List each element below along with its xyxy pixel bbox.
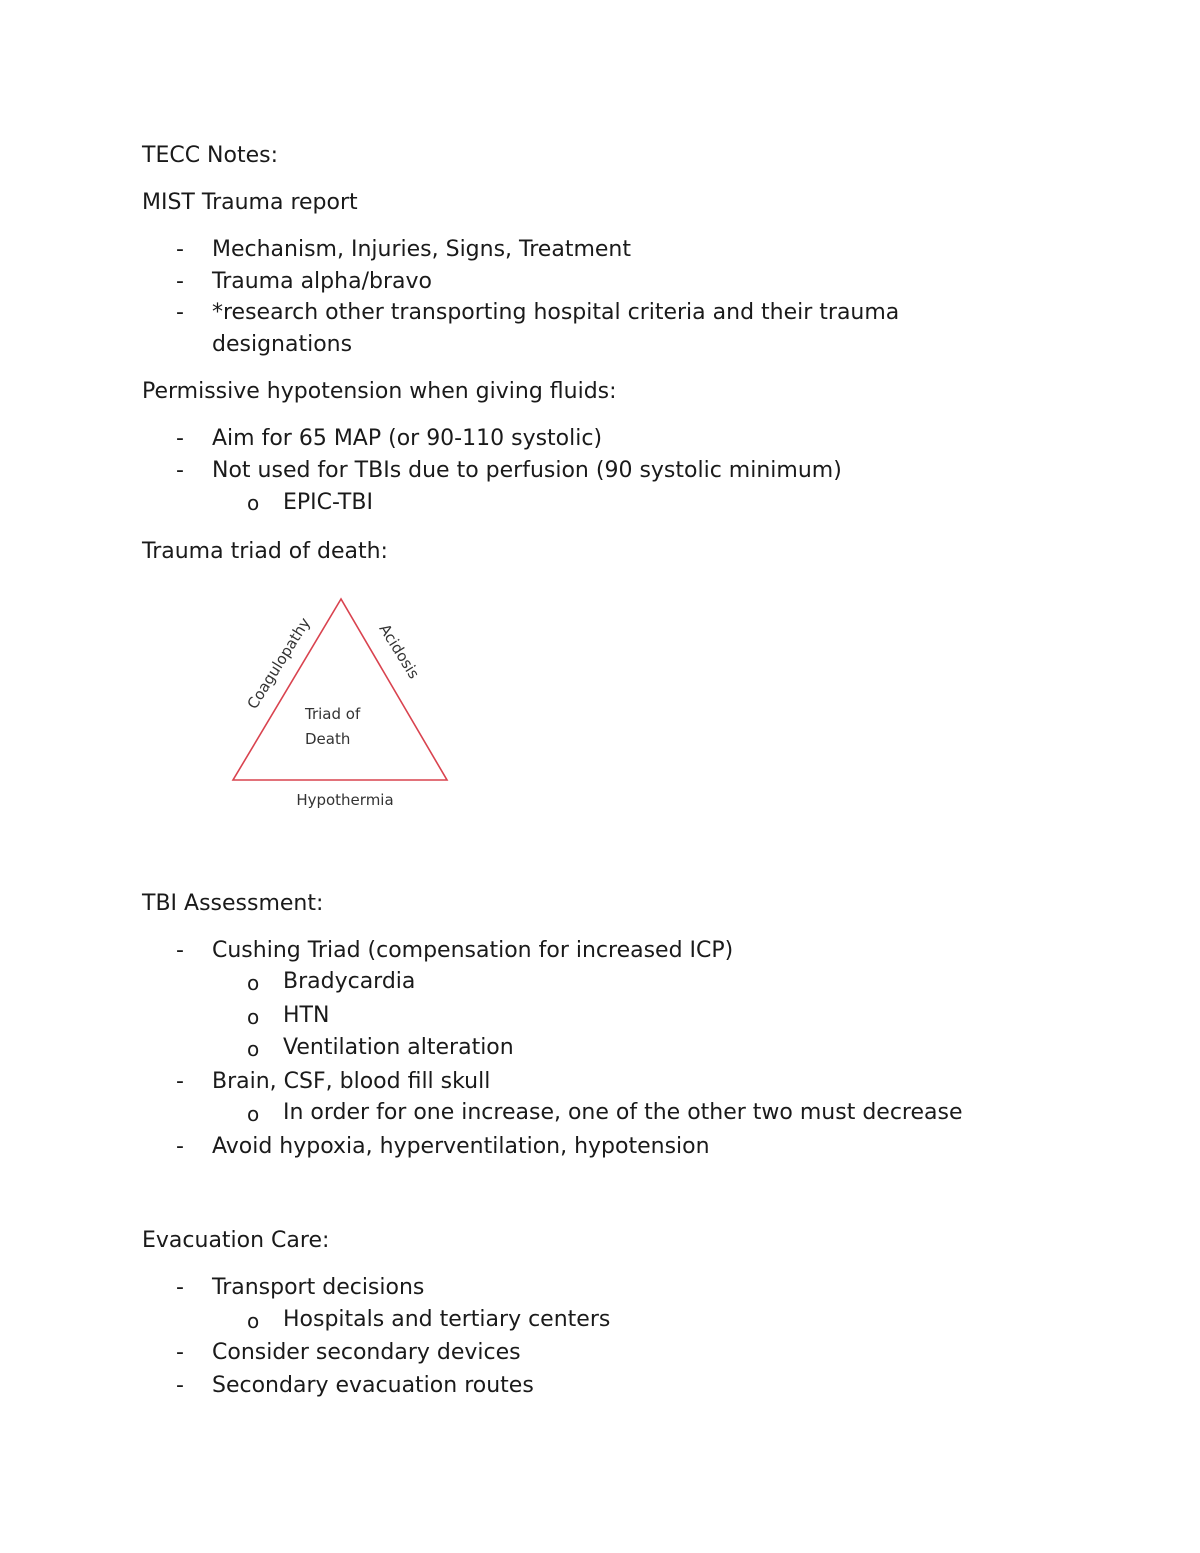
dash-bullet-marker: - (176, 269, 184, 294)
list-item: Aim for 65 MAP (or 90-110 systolic) (212, 426, 603, 451)
circle-bullet-marker: o (247, 1005, 260, 1029)
sub-list-item: In order for one increase, one of the other two must decrease (283, 1100, 963, 1125)
dash-bullet-marker: - (176, 1373, 184, 1398)
list-item: Trauma alpha/bravo (212, 269, 432, 294)
dash-bullet-marker: - (176, 237, 184, 262)
triad-side-label-left: Coagulopathy (243, 614, 315, 713)
dash-bullet-marker: - (176, 426, 184, 451)
list-item: Cushing Triad (compensation for increased ICP) (212, 938, 734, 963)
sub-list-item: Bradycardia (283, 969, 416, 994)
section-heading-tbi: TBI Assessment: (142, 891, 324, 916)
section-heading-hypotension: Permissive hypotension when giving fluids: (142, 379, 617, 404)
dash-bullet-marker: - (176, 458, 184, 483)
list-item-continuation: designations (212, 332, 353, 357)
list-item: Secondary evacuation routes (212, 1373, 534, 1398)
list-item: Avoid hypoxia, hyperventilation, hypotension (212, 1134, 710, 1159)
circle-bullet-marker: o (247, 971, 260, 995)
triad-of-death-diagram (225, 593, 455, 818)
dash-bullet-marker: - (176, 1340, 184, 1365)
dash-bullet-marker: - (176, 1275, 184, 1300)
dash-bullet-marker: - (176, 938, 184, 963)
circle-bullet-marker: o (247, 1037, 260, 1061)
dash-bullet-marker: - (176, 1134, 184, 1159)
list-item: *research other transporting hospital criteria and their trauma (212, 300, 900, 325)
list-item: Mechanism, Injuries, Signs, Treatment (212, 237, 631, 262)
list-item: Brain, CSF, blood fill skull (212, 1069, 491, 1094)
sub-list-item: EPIC-TBI (283, 490, 373, 515)
list-item: Not used for TBIs due to perfusion (90 systolic minimum) (212, 458, 842, 483)
sub-list-item: Ventilation alteration (283, 1035, 514, 1060)
circle-bullet-marker: o (247, 1309, 260, 1333)
triad-side-label-right: Acidosis (375, 620, 424, 682)
triad-side-label-bottom: Hypothermia (296, 791, 394, 809)
list-item: Consider secondary devices (212, 1340, 521, 1365)
section-heading-evacuation: Evacuation Care: (142, 1228, 330, 1253)
page-title: TECC Notes: (142, 143, 279, 168)
dash-bullet-marker: - (176, 300, 184, 325)
circle-bullet-marker: o (247, 1102, 260, 1126)
section-heading-mist: MIST Trauma report (142, 190, 358, 215)
dash-bullet-marker: - (176, 1069, 184, 1094)
section-heading-triad: Trauma triad of death: (142, 539, 388, 564)
triad-center-label-line2: Death (305, 730, 351, 748)
sub-list-item: HTN (283, 1003, 330, 1028)
circle-bullet-marker: o (247, 491, 260, 515)
triad-center-label-line1: Triad of (305, 705, 361, 723)
sub-list-item: Hospitals and tertiary centers (283, 1307, 611, 1332)
list-item: Transport decisions (212, 1275, 425, 1300)
